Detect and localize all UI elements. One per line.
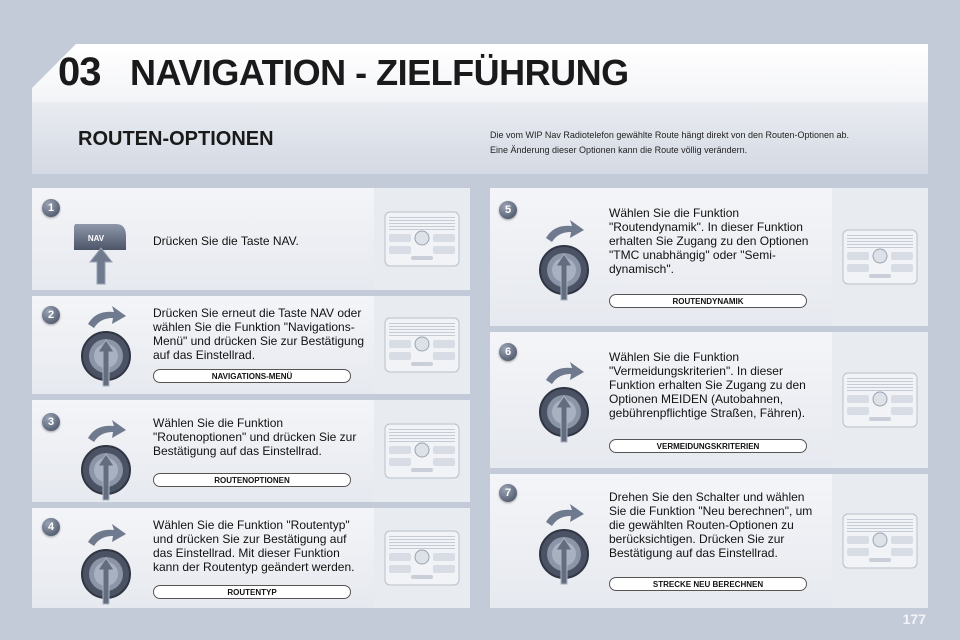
radio-panel-image: [374, 400, 470, 502]
radio-panel-icon: [841, 510, 919, 572]
intro-line-2: Eine Änderung dieser Optionen kann die Route völlig verändern.: [490, 145, 748, 155]
nav-key-label: NAV: [87, 234, 105, 243]
step-number: 4: [42, 518, 60, 536]
intro-text: [490, 128, 910, 158]
rotary-knob-icon: [532, 358, 596, 444]
page-title: NAVIGATION - ZIELFÜHRUNG: [130, 52, 629, 93]
step-number: 5: [499, 201, 517, 219]
intro-line-1: Die vom WIP Nav Radiotelefon gewählte Route hängt direkt von den Routen-Optionen ab.: [490, 130, 850, 140]
function-label: ROUTENDYNAMIK: [609, 294, 807, 308]
radio-panel-icon: [383, 208, 461, 270]
section-title: ROUTEN-OPTIONEN: [78, 128, 274, 150]
function-label: NAVIGATIONS-MENÜ: [153, 369, 351, 383]
step-number: 6: [499, 343, 517, 361]
step-text: Drücken Sie erneut die Taste NAV oder wählen Sie die Funktion "Navigations-Menü" und drücken Sie zur Bestätigung auf das Einstellrad.: [153, 306, 365, 362]
radio-panel-image: [832, 474, 928, 608]
function-label: ROUTENOPTIONEN: [153, 473, 351, 487]
radio-panel-icon: [841, 226, 919, 288]
chapter-number: 03: [58, 50, 101, 94]
step-text: Wählen Sie die Funktion "Routentyp" und drücken Sie zur Bestätigung auf das Einstellrad. Mit dieser Funktion kann der Routentyp geändert werden.: [153, 518, 355, 574]
radio-panel-icon: [841, 369, 919, 431]
radio-panel-icon: [383, 420, 461, 482]
radio-panel-image: [832, 188, 928, 326]
radio-panel-image: [832, 332, 928, 468]
rotary-knob-icon: [74, 520, 138, 606]
press-arrow-icon: [88, 246, 114, 286]
rotary-knob-icon: [74, 416, 138, 502]
function-label: ROUTENTYP: [153, 585, 351, 599]
radio-panel-image: [374, 188, 470, 290]
radio-panel-image: [374, 296, 470, 394]
function-label: VERMEIDUNGSKRITERIEN: [609, 439, 807, 453]
step-text: Wählen Sie die Funktion "Vermeidungskriterien". In dieser Funktion erhalten Sie Zugang zu den Optionen MEIDEN (Autobahnen, gebührenpflichtige Straßen, Fähren).: [609, 350, 806, 420]
step-number: 3: [42, 413, 60, 431]
step-text: Wählen Sie die Funktion "Routendynamik". In dieser Funktion erhalten Sie Zugang zu den Optionen "TMC unabhängig" oder "Semi-dynamisch".: [609, 206, 809, 276]
step-number: 1: [42, 199, 60, 217]
rotary-knob-icon: [74, 302, 138, 388]
radio-panel-image: [374, 508, 470, 608]
step-number: 2: [42, 306, 60, 324]
radio-panel-icon: [383, 527, 461, 589]
rotary-knob-icon: [532, 500, 596, 586]
step-number: 7: [499, 484, 517, 502]
step-text: Drehen Sie den Schalter und wählen Sie die Funktion "Neu berechnen", um die gewählten Routen-Optionen zu berücksichtigen. Drücken Sie zur Bestätigung auf das Einstellrad.: [609, 490, 813, 560]
step-text: Drücken Sie die Taste NAV.: [153, 234, 299, 248]
radio-panel-icon: [383, 314, 461, 376]
rotary-knob-icon: [532, 216, 596, 302]
page-number: 177: [902, 611, 926, 627]
function-label: STRECKE NEU BERECHNEN: [609, 577, 807, 591]
step-text: Wählen Sie die Funktion "Routenoptionen" und drücken Sie zur Bestätigung auf das Einstellrad.: [153, 416, 357, 458]
